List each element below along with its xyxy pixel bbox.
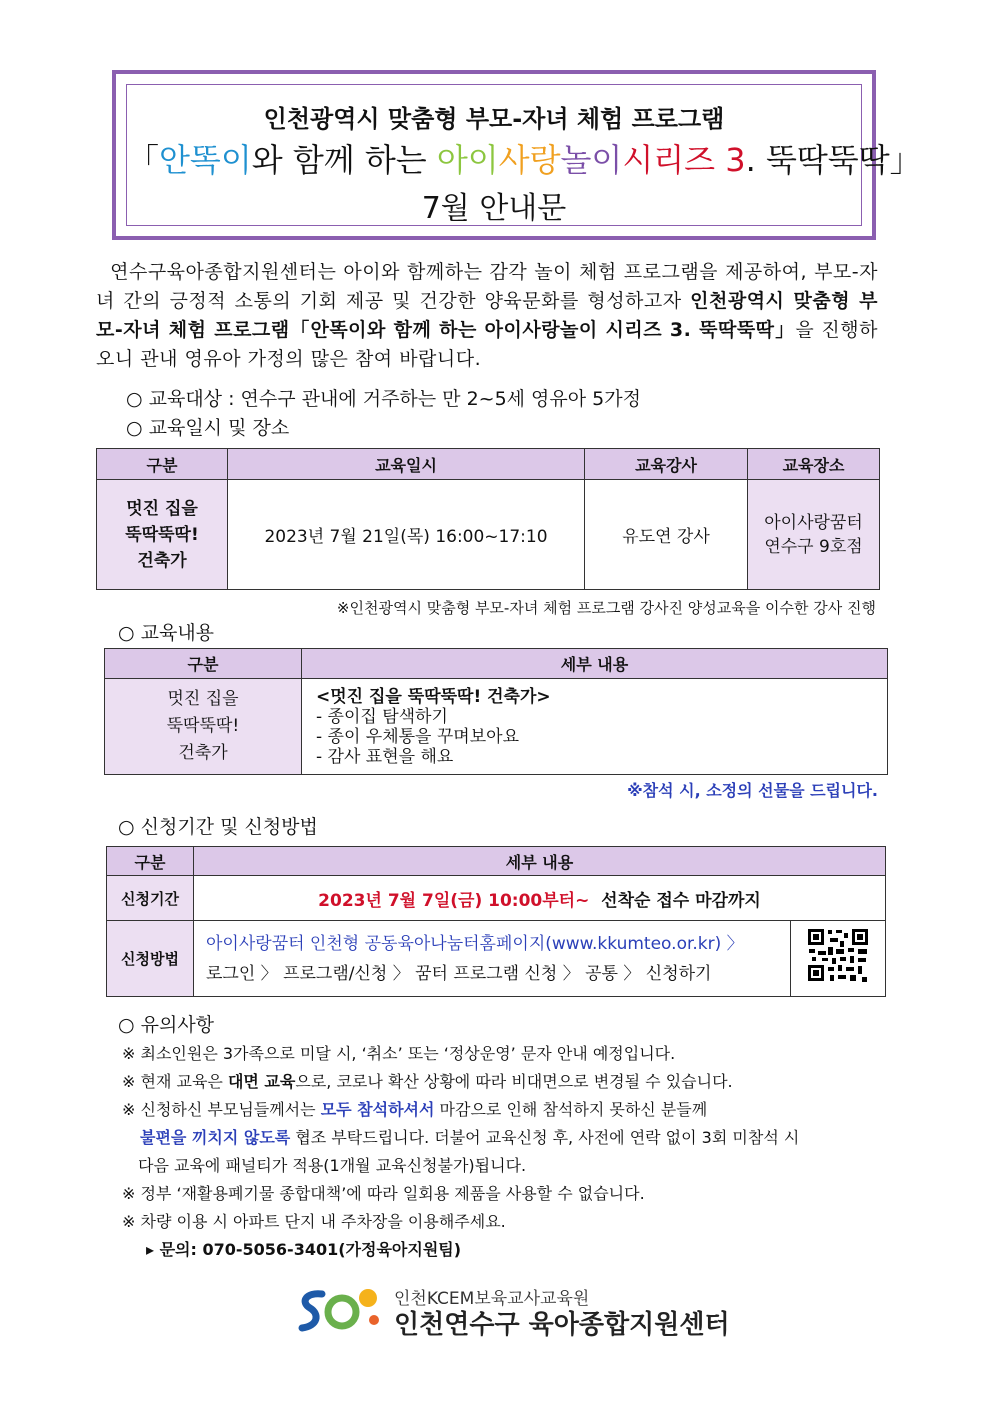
apply-method [194, 921, 791, 997]
notice-2-a: ※ 현재 교육은 [122, 1072, 228, 1091]
logo-line1: 인천KCEM보육교사교육원 [394, 1289, 590, 1309]
qr-code-icon[interactable] [806, 927, 870, 985]
content-header-type: 구분 [105, 649, 302, 679]
notice-heading: ○ 유의사항 [118, 1014, 215, 1036]
intro-paragraph [96, 258, 878, 374]
content-program-name [105, 679, 302, 775]
title-line1: 인천광역시 맞춤형 부모-자녀 체험 프로그램 [263, 105, 725, 133]
apply-period-end: 선착순 접수 마감까지 [601, 890, 761, 911]
apply-period-label: 신청기간 [107, 876, 194, 921]
notice-3-bold2: 불편을 끼치지 않도록 [140, 1128, 291, 1147]
apply-table [106, 846, 886, 997]
intro-part2: 을 진행하오니 관내 영유아 가정의 많은 참여 바랍니다. [96, 319, 878, 370]
notice-1: ※ 최소인원은 3가족으로 미달 시, ‘취소’ 또는 ‘정상운영’ 문자 안내 예정입니다. [122, 1044, 676, 1063]
title-sarang: 사랑 [498, 141, 561, 179]
content-header-detail: 세부 내용 [302, 649, 888, 679]
title-box [112, 70, 922, 240]
qr-cell [791, 921, 886, 997]
intro-bold: 인천광역시 맞춤형 부모-자녀 체험 프로그램「안똑이와 함께 하는 아이사랑놀이 시리즈 3. 뚝딱뚝딱」 [96, 290, 878, 341]
content-item: - 감사 표현을 해요 [316, 746, 454, 767]
schedule-teacher: 유도연 강사 [585, 480, 748, 590]
content-heading: ○ 교육내용 [118, 622, 215, 644]
title-inner-border [126, 84, 922, 226]
content-name-line1: 멋진 집을 [167, 689, 239, 709]
notice-3-line2 [140, 1125, 799, 1148]
apply-heading: ○ 신청기간 및 신청방법 [118, 816, 318, 838]
schedule-name-line3: 건축가 [137, 550, 187, 571]
notice-3-c: 마감으로 인해 참석하지 못하신 분들께 [434, 1100, 708, 1119]
schedule-note: ※인천광역시 맞춤형 부모-자녀 체험 프로그램 강사진 양성교육을 이수한 강사 진행 [336, 599, 876, 617]
title-andoki: 안똑이 [159, 141, 252, 179]
education-target: ○ 교육대상 : 연수구 관내에 거주하는 만 2~5세 영유아 5가정 [126, 388, 641, 410]
intro-part1: 연수구육아종합지원센터는 아이와 함께하는 감각 놀이 체험 프로그램을 제공하여, 부모-자녀 간의 긍정적 소통의 기회 제공 및 건강한 양육문화를 형성하고자 [96, 261, 878, 312]
apply-header-detail: 세부 내용 [194, 847, 886, 876]
logo-line2: 인천연수구 육아종합지원센터 [394, 1310, 730, 1340]
schedule-name-line1: 멋진 집을 [126, 498, 198, 519]
notice-3 [122, 1097, 707, 1120]
content-item: - 종이 우체통을 꾸며보아요 [316, 726, 519, 747]
content-name-line2: 뚝딱뚝딱! [166, 716, 240, 736]
schedule-table [96, 448, 880, 590]
title-ai: 아이 [436, 141, 499, 179]
content-name-line3: 건축가 [178, 743, 228, 763]
notice-3-line3: 다음 교육에 패널티가 적용(1개월 교육신청불가)됩니다. [138, 1156, 527, 1175]
title-with: 와 함께 하는 [251, 141, 437, 179]
title-line2 [127, 135, 922, 181]
apply-header-type: 구분 [107, 847, 194, 876]
notice-4: ※ 정부 ‘재활용폐기물 종합대책’에 따라 일회용 제품을 사용할 수 없습니다. [122, 1184, 645, 1203]
schedule-place-line1: 아이사랑꿈터 [764, 512, 863, 533]
notice-3-bold: 모두 참석하셔서 [320, 1100, 435, 1119]
content-detail [302, 679, 888, 775]
gift-note: ※참석 시, 소정의 선물을 드립니다. [627, 781, 878, 800]
title-nori: 놀이 [560, 141, 623, 179]
schedule-datetime: 2023년 7월 21일(목) 16:00~17:10 [228, 480, 585, 590]
notice-3-e: 협조 부탁드립니다. 더불어 교육신청 후, 사전에 연락 없이 3회 미참석 시 [290, 1128, 800, 1147]
schedule-heading: ○ 교육일시 및 장소 [126, 417, 290, 439]
content-item: - 종이집 탐색하기 [316, 706, 448, 727]
schedule-header-place: 교육장소 [748, 449, 880, 480]
notice-3-a: ※ 신청하신 부모님들께서는 [122, 1100, 321, 1119]
apply-method-label: 신청방법 [107, 921, 194, 997]
schedule-program-name [97, 480, 228, 590]
schedule-place [748, 480, 880, 590]
schedule-header-datetime: 교육일시 [228, 449, 585, 480]
apply-method-link[interactable]: 아이사랑꿈터 인천형 공동육아나눔터홈페이지(www.kkumteo.or.kr) 〉 [206, 933, 744, 954]
title-line3: 7월 안내문 [421, 191, 567, 226]
schedule-name-line2: 뚝딱뚝딱! [125, 524, 199, 545]
title-series: 시리즈 3 [622, 141, 746, 179]
content-title: <멋진 집을 뚝딱뚝딱! 건축가> [316, 686, 551, 707]
title-ttukttak: . 뚝딱뚝딱」 [745, 141, 922, 179]
schedule-place-line2: 연수구 9호점 [764, 536, 863, 557]
notice-2 [122, 1069, 733, 1092]
notice-5: ※ 차량 이용 시 아파트 단지 내 주차장을 이용해주세요. [122, 1212, 506, 1231]
title-bracket-open: 「 [127, 141, 160, 179]
schedule-header-type: 구분 [97, 449, 228, 480]
schedule-header-teacher: 교육강사 [585, 449, 748, 480]
apply-period [194, 876, 886, 921]
notice-2-bold: 대면 교육 [227, 1072, 296, 1091]
content-table [104, 648, 888, 775]
apply-method-steps: 로그인 〉 프로그램/신청 〉 꿈터 프로그램 신청 〉 공통 〉 신청하기 [206, 963, 712, 984]
contact-info: ▸ 문의: 070-5056-3401(가정육아지원팀) [146, 1240, 462, 1259]
notice-2-c: 으로, 코로나 확산 상황에 따라 비대면으로 변경될 수 있습니다. [295, 1072, 733, 1091]
center-logo-icon [292, 1284, 388, 1336]
apply-period-start: 2023년 7월 7일(금) 10:00부터~ [318, 890, 590, 911]
